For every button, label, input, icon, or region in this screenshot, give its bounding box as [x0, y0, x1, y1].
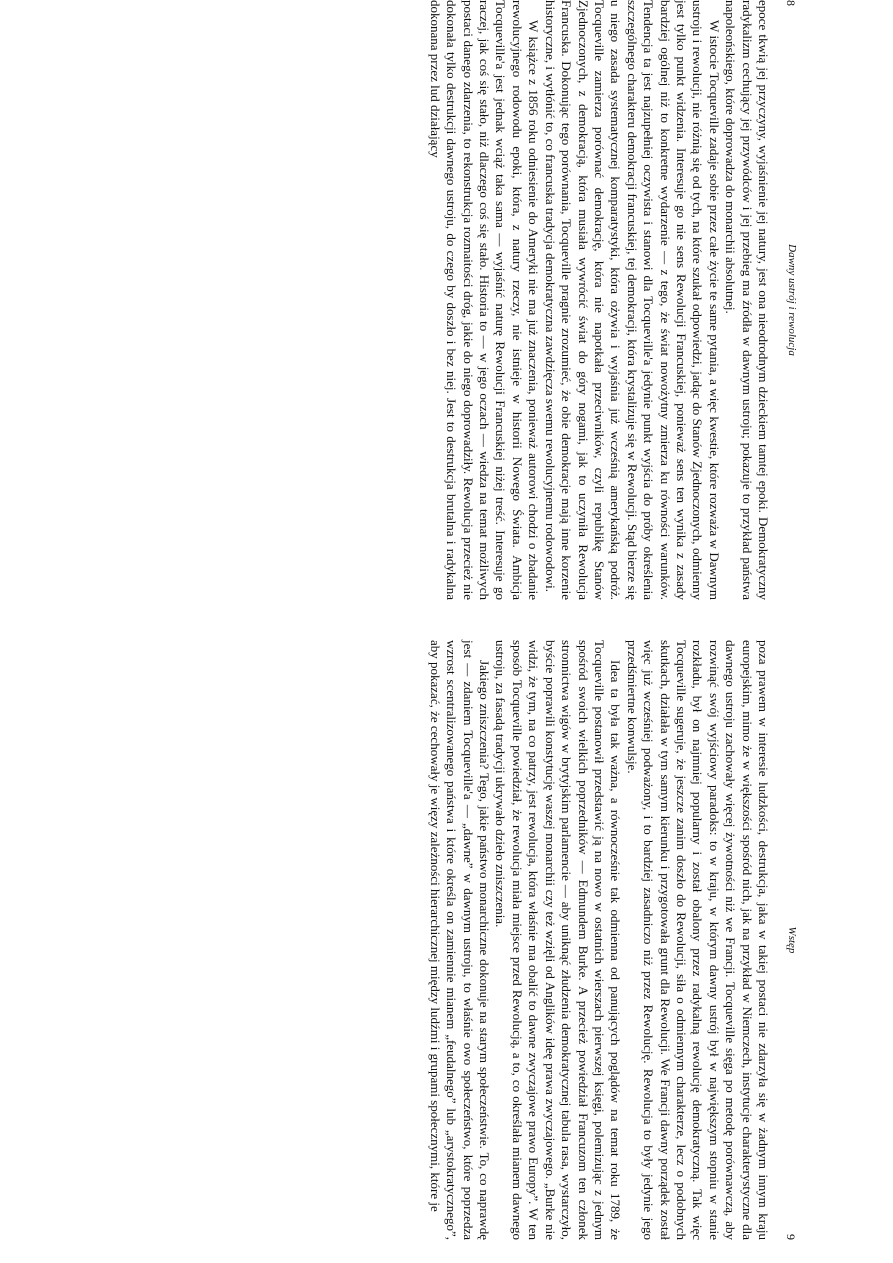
page-body: [426, 640, 771, 1240]
right-page: [0, 640, 893, 1240]
paragraph: W książce z 1856 roku odniesienie do Ameryki nie ma już znaczenia, ponieważ autorowi chodzi o zbadanie rewolucyjnego rodowodu epoki, która, z natury rzeczy, nie istnieje w historii Nowego Świata. Ambicja Tocqueville'a jest jednak wciąż taka sama — wyjaśnić naturę Rewolucji Francuskiej niżej treść. Interesuje go raczej, jak coś się stało, niż dlaczego coś się stało. Historia to — w jego oczach — wiedza na temat możliwych postaci danego zdarzenia, to rekonstrukcja rozmaitości dróg, jakie do niego doprowadziły. Rewolucja przecież nie dokonała tylko destrukcji dawnego ustroju, do czego by doszło i bez niej. Jest to destrukcja brutalna i radykalna dokonana przez lud działający: [427, 0, 542, 600]
left-page: [0, 0, 893, 600]
running-head-title: Wstęp: [786, 926, 798, 954]
paragraph: Idea ta była tak ważna, a równocześnie tak odmienna od panujących poglądów na temat roku 1789, że Tocqueville postanowił przedstawić ją na nowo w ostatnich wierszach pierwszej księgi, polemizując z jednym spośród swoich wielkich poprzedników — Edmundem Burke. A przecież powiedział Francuzom ten członek stronnictwa wigów w brytyjskim parlamencie — aby uniknąć złudzenia demokratycznej tabula rasa, wystarczyło, byście poprawili konstytucję waszej monarchii czy też wzięli od Anglików ideę prawa zwyczajowego. „Burke nie widzi, że tym, na co patrzy, jest rewolucja, która właśnie ma obalić to dawne zwyczajowe prawo Europy”. W ten sposób Tocqueville powiedział, że rewolucja miała miejsce przed Rewolucją, a to, co określała mianem dawnego ustroju, za fasadą tradycji ukrywało dzieło zniszczenia.: [493, 640, 624, 1240]
page-body: [426, 0, 771, 600]
paragraph: epoce tkwią jej przyczyny, wyjaśnienie jej natury, jest ona nieodrodnym dzieckiem tamtej epoki. Demokratyczny radykalizm cechujący jej przywódców i jej przebieg ma źródła w dawnym ustroju; pokazuje to przykład państwa napoleońskiego, które doprowadza do monarchii absolutnej.: [723, 0, 771, 600]
page-number: 8: [784, 0, 798, 6]
paragraph: Jakiego zniszczenia? Tego, jakie państwo monarchiczne dokonuje na starym społeczeństwie. To, co naprawdę jest — zdaniem Tocqueville'a — „dawne” w dawnym ustroju, to właśnie owo społeczeństwo, które poprzedza wzrost scentralizowanego państwa i które określa on zamiennie mianem „feudalnego” lub „arystokratycznego”, aby pokazać, że cechowały je więzy zależności hierarchicznej między ludźmi i grupami społecznymi, które je: [427, 640, 493, 1240]
paragraph: W istocie Tocqueville zadaje sobie przez całe życie te same pytania, a więc kwestie, które rozważa w Dawnym ustroju i rewolucji, nie różnią się od tych, na które szukał odpowiedzi, jadąc do Stanów Zjednoczonych, odmienny jest tylko punkt widzenia. Interesuje go nie sens Rewolucji Francuskiej, ponieważ sens ten wynika z zasady bardziej ogólnej niż to konkretne wydarzenie — z tego, że świat nowożytny zmierza ku równości warunków. Tendencja ta jest najzupełniej oczywista i stanowi dla Tocqueville'a jedynie punkt wyjścia do próby określenia szczególnego charakteru demokracji francuskiej, tej demokracji, która krystalizuje się w Rewolucji. Stąd bierze się u niego zasada systematycznej komparatystyki, która ożywia i wyjaśnia już wcześnią amerykańską podróż. Tocqueville zamierza porównać demokrację, która nie napotkała przeciwników, czyli republikę Stanów Zjednoczonych, z demokracją, która musiała wywrócić świat do góry nogami, jak to uczyniła Rewolucja Francuska. Dokonując tego porównania, Tocqueville pragnie zrozumieć, że obie demokracje mają inne korzenie historyczne, i wytłónić to, co francuska tradycja demokratyczna zawdzięcza swemu rewolucyjnemu rodowodowi.: [542, 0, 722, 600]
paragraph: poza prawem w interesie ludzkości, destrukcja, jaka w takiej postaci nie zdarzyła się w żadnym innym kraju europejskim, mimo że w większości spośród nich, jak na przykład w Niemczech, instytucje charakterystyczne dla dawnego ustroju zachowały więcej żywotności niż we Francji. Tocqueville sięga po metodę porównawczą, aby rozwinąć swój wyjściowy paradoks: to w kraju, w którym dawny ustrój był w największym stopniu w stanie rozkładu, był on najmniej popularny i został obalony przez radykalną rewolucję demokratyczną. Tak więc Tocqueville sugeruje, że jeszcze zanim doszło do Rewolucji, siła o odmiennym charakterze, lecz o podobnych skutkach, działała w tym samym kierunku i przygotowała grunt dla Rewolucji. We Francji dawny porządek został więc już wcześniej podważony, i to bardziej zasadniczo niż przez Rewolucję. Rewolucja to były jedynie jego przedśmiertne konwulsje.: [624, 640, 771, 1240]
page-number: 9: [784, 1234, 798, 1240]
running-head-title: Dawny ustrój i rewolucja: [786, 244, 798, 356]
running-head: [778, 640, 798, 1240]
running-head: [778, 0, 798, 600]
